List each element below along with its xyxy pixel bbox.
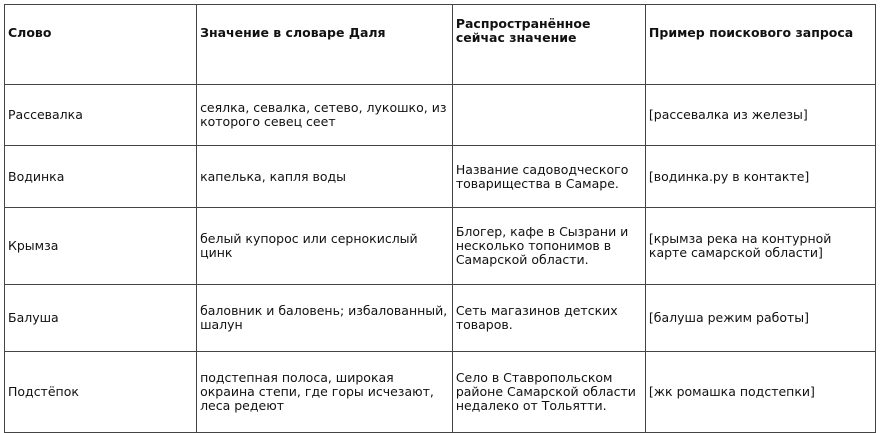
cell-dal-meaning: подстепная полоса, широкая окраина степи, где горы исчезают, леса редеют: [197, 352, 453, 433]
cell-search-query: [крымза река на контурной карте самарской области]: [645, 208, 875, 285]
cell-search-query: [балуша режим работы]: [645, 285, 875, 352]
cell-word: Рассевалка: [5, 85, 197, 146]
cell-current-meaning: [452, 85, 645, 146]
header-current-meaning: Распространённое сейчас значение: [452, 5, 645, 85]
cell-word: Подстёпок: [5, 352, 197, 433]
cell-word: Балуша: [5, 285, 197, 352]
table-row: [5, 208, 876, 285]
header-word: Слово: [5, 5, 197, 85]
cell-search-query: [водинка.ру в контакте]: [645, 146, 875, 208]
cell-search-query: [рассевалка из железы]: [645, 85, 875, 146]
cell-current-meaning: Блогер, кафе в Сызрани и несколько топонимов в Самарской области.: [452, 208, 645, 285]
dictionary-table: [4, 4, 876, 433]
cell-word: Водинка: [5, 146, 197, 208]
cell-dal-meaning: капелька, капля воды: [197, 146, 453, 208]
cell-current-meaning: Название садоводческого товарищества в Самаре.: [452, 146, 645, 208]
table-header-row: [5, 5, 876, 85]
cell-word: Крымза: [5, 208, 197, 285]
cell-dal-meaning: сеялка, севалка, сетево, лукошко, из которого севец сеет: [197, 85, 453, 146]
table-row: [5, 85, 876, 146]
header-dal-meaning: Значение в словаре Даля: [197, 5, 453, 85]
table-row: [5, 352, 876, 433]
cell-current-meaning: Село в Ставропольском районе Самарской области недалеко от Тольятти.: [452, 352, 645, 433]
cell-dal-meaning: белый купорос или сернокислый цинк: [197, 208, 453, 285]
header-search-query: Пример поискового запроса: [645, 5, 875, 85]
cell-current-meaning: Сеть магазинов детских товаров.: [452, 285, 645, 352]
table-row: [5, 146, 876, 208]
table-row: [5, 285, 876, 352]
cell-search-query: [жк ромашка подстепки]: [645, 352, 875, 433]
cell-dal-meaning: баловник и баловень; избалованный, шалун: [197, 285, 453, 352]
